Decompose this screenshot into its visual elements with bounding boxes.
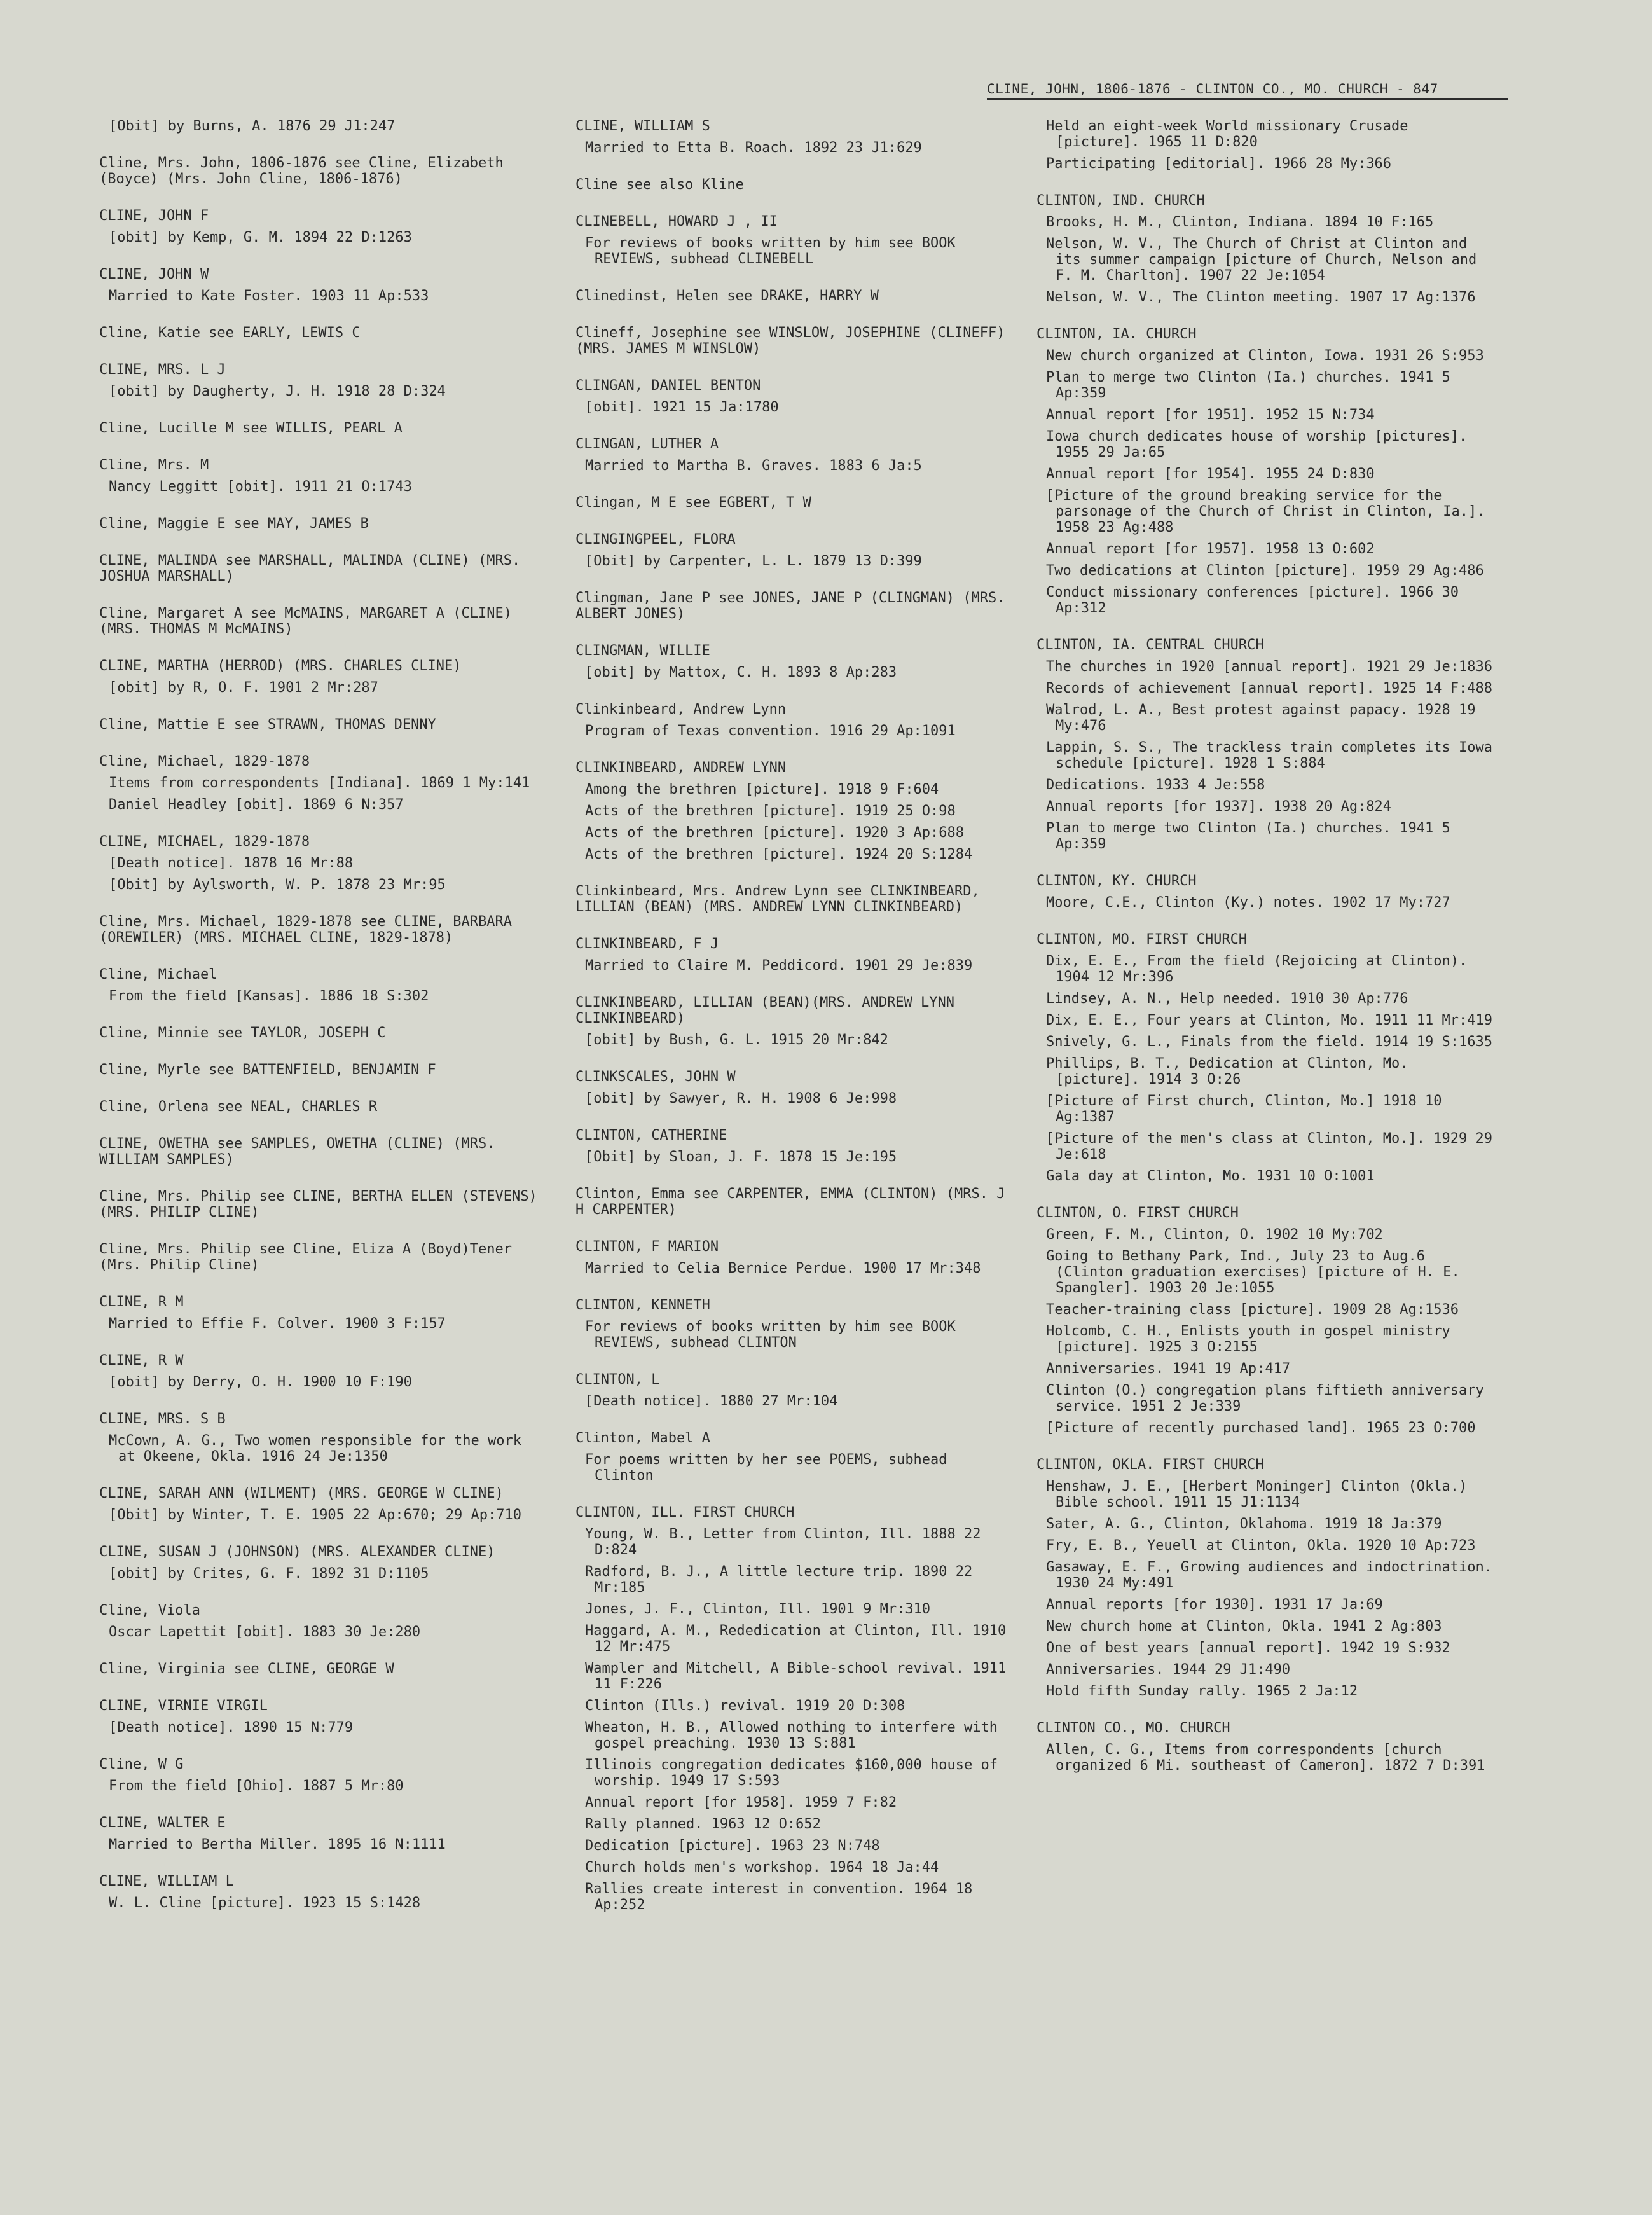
index-entry: [575, 995, 1008, 1048]
entry-heading: Clingan, M E see EGBERT, T W: [575, 495, 811, 511]
entry-heading: CLINKINBEARD, ANDREW LYNN: [575, 760, 787, 776]
entry-heading: CLINE, R M: [99, 1294, 184, 1310]
entry-citation: [Picture of First church, Clinton, Mo.] 1918 10 Ag:1387: [1046, 1093, 1450, 1125]
index-entry: [99, 1544, 538, 1582]
entry-heading: CLINTON, IA. CENTRAL CHURCH: [1036, 637, 1264, 653]
entry-heading: Clineff, Josephine see WINSLOW, JOSEPHINE (CLINEFF) (MRS. JAMES M WINSLOW): [575, 325, 1014, 357]
entry-citation: Haggard, A. M., Rededication at Clinton, Ill. 1910 12 Mr:475: [585, 1623, 1015, 1655]
entry-citation: [Picture of the men's class at Clinton, Mo.]. 1929 29 Je:618: [1046, 1131, 1501, 1163]
index-entry: [99, 553, 538, 584]
entry-heading: CLINE, VIRNIE VIRGIL: [99, 1698, 268, 1714]
entry-citation: Iowa church dedicates house of worship [pictures]. 1955 29 Ja:65: [1046, 429, 1476, 460]
entry-citation: Two dedications at Clinton [picture]. 1959 29 Ag:486: [1046, 563, 1484, 579]
index-entry: [99, 1661, 538, 1677]
index-entry: [575, 532, 1008, 569]
entry-citation: Acts of the brethren [picture]. 1920 3 Ap:688: [585, 825, 965, 841]
entry-heading: CLINTON, ILL. FIRST CHURCH: [575, 1505, 795, 1521]
entry-heading: CLINE, JOHN W: [99, 266, 209, 282]
index-entry: [99, 325, 538, 341]
entry-citation: Snively, G. L., Finals from the field. 1914 19 S:1635: [1046, 1034, 1492, 1050]
entry-heading: CLINTON, O. FIRST CHURCH: [1036, 1205, 1239, 1221]
index-entry: [99, 967, 538, 1004]
entry-citation: Wampler and Mitchell, A Bible-school revival. 1911 11 F:226: [585, 1660, 1015, 1692]
entry-citation: For poems written by her see POEMS, subhead Clinton: [585, 1452, 956, 1484]
index-entry: [575, 590, 1014, 622]
entry-citation: Annual report [for 1954]. 1955 24 D:830: [1046, 466, 1375, 482]
entry-citation: From the field [Kansas]. 1886 18 S:302: [109, 988, 429, 1004]
entry-heading: CLINKSCALES, JOHN W: [575, 1069, 736, 1085]
entry-heading: Cline, Myrle see BATTENFIELD, BENJAMIN F: [99, 1062, 436, 1078]
entry-citation: Dedications. 1933 4 Je:558: [1046, 777, 1265, 793]
entry-heading: CLINE, MICHAEL, 1829-1878: [99, 834, 310, 850]
entry-heading: Cline, Mrs. Michael, 1829-1878 see CLINE, BARBARA (OREWILER) (MRS. MICHAEL CLINE, 1829-1878): [99, 914, 521, 946]
entry-heading: CLINTON, OKLA. FIRST CHURCH: [1036, 1457, 1264, 1473]
entry-heading: Clinkinbeard, Mrs. Andrew Lynn see CLINKINBEARD, LILLIAN (BEAN) (MRS. ANDREW LYNN CLINKINBEARD): [575, 883, 989, 915]
entry-citation: Fry, E. B., Yeuell at Clinton, Okla. 1920 10 Ap:723: [1046, 1538, 1476, 1554]
entry-heading: CLINGMAN, WILLIE: [575, 643, 710, 659]
entry-heading: Clinton, Mabel A: [575, 1430, 710, 1446]
entry-citation: [Death notice]. 1878 16 Mr:88: [109, 855, 354, 871]
entry-heading: CLINE, WILLIAM L: [99, 1873, 234, 1889]
entry-heading: Cline, Mrs. Philip see Cline, Eliza A (Boyd)Tener (Mrs. Philip Cline): [99, 1241, 521, 1273]
index-entry: [1036, 932, 1501, 1184]
entry-citation: Daniel Headley [obit]. 1869 6 N:357: [109, 797, 404, 813]
entry-heading: CLINTON, KENNETH: [575, 1297, 710, 1313]
entry-citation: Married to Etta B. Roach. 1892 23 J1:629: [585, 140, 922, 156]
entry-citation: Church holds men's workshop. 1964 18 Ja:44: [585, 1860, 939, 1875]
index-entry: [1036, 873, 1501, 911]
index-entry: [99, 457, 538, 495]
entry-heading: CLINTON, L: [575, 1372, 660, 1388]
entry-citation: Participating [editorial]. 1966 28 My:366: [1046, 156, 1392, 172]
running-header: CLINE, JOHN, 1806-1876 - CLINTON CO., MO. CHURCH - 847: [987, 81, 1508, 100]
index-entry: [575, 177, 1008, 193]
index-entry: [99, 1099, 538, 1115]
entry-heading: Cline, Katie see EARLY, LEWIS C: [99, 325, 361, 341]
entry-heading: Clinkinbeard, Andrew Lynn: [575, 701, 787, 717]
index-entry: [99, 1698, 538, 1735]
entry-citation: Rallies create interest in convention. 1964 18 Ap:252: [585, 1881, 981, 1913]
entry-citation: Annual report [for 1957]. 1958 13 O:602: [1046, 541, 1375, 557]
entry-citation: Jones, J. F., Clinton, Ill. 1901 9 Mr:310: [585, 1601, 931, 1617]
entry-heading: CLINTON CO., MO. CHURCH: [1036, 1720, 1230, 1736]
entry-heading: CLINE, WALTER E: [99, 1815, 226, 1831]
index-entry: [99, 605, 538, 637]
entry-heading: CLINE, MARTHA (HERROD) (MRS. CHARLES CLINE): [99, 658, 462, 674]
entry-citation: Nelson, W. V., The Clinton meeting. 1907 17 Ag:1376: [1046, 289, 1476, 305]
index-entry: [1036, 193, 1501, 305]
entry-citation: Gasaway, E. F., Growing audiences and indoctrination. 1930 24 My:491: [1046, 1559, 1501, 1591]
entry-heading: CLINTON, F MARION: [575, 1239, 719, 1255]
entry-citation: Lindsey, A. N., Help needed. 1910 30 Ap:776: [1046, 991, 1408, 1007]
index-entry: [99, 717, 538, 733]
entry-citation: W. L. Cline [picture]. 1923 15 S:1428: [109, 1895, 421, 1911]
entry-citation: Plan to merge two Clinton (Ia.) churches. 1941 5 Ap:359: [1046, 369, 1459, 401]
entry-citation: [obit] by Derry, O. H. 1900 10 F:190: [109, 1374, 412, 1390]
entry-heading: Clinedinst, Helen see DRAKE, HARRY W: [575, 288, 879, 304]
index-entry: [1036, 326, 1501, 616]
entry-citation: Oscar Lapettit [obit]. 1883 30 Je:280: [109, 1624, 421, 1640]
index-entry: [99, 362, 538, 399]
index-entry: [575, 1186, 1014, 1218]
index-entry: [575, 883, 1008, 915]
entry-citation: [Death notice]. 1890 15 N:779: [109, 1720, 354, 1735]
entry-citation: Sater, A. G., Clinton, Oklahoma. 1919 18 Ja:379: [1046, 1516, 1442, 1532]
entry-citation: [Obit] by Winter, T. E. 1905 22 Ap:670; 29 Ap:710: [109, 1507, 522, 1523]
entry-citation: Rally planned. 1963 12 O:652: [585, 1816, 821, 1832]
entry-heading: CLINGINGPEEL, FLORA: [575, 532, 736, 548]
entry-heading: CLINKINBEARD, F J: [575, 936, 719, 952]
entry-citation: Phillips, B. T., Dedication at Clinton, Mo. [picture]. 1914 3 O:26: [1046, 1056, 1417, 1087]
entry-citation: Dedication [picture]. 1963 23 N:748: [585, 1838, 880, 1854]
column-2: [575, 118, 1015, 1934]
index-entry: [99, 155, 538, 187]
entry-citation: Teacher-training class [picture]. 1909 28 Ag:1536: [1046, 1302, 1459, 1318]
entry-heading: CLINE, SUSAN J (JOHNSON) (MRS. ALEXANDER CLINE): [99, 1544, 495, 1560]
entry-heading: Cline, Maggie E see MAY, JAMES B: [99, 516, 369, 532]
index-entry: [1036, 118, 1501, 172]
entry-heading: Cline, Margaret A see McMAINS, MARGARET A (CLINE) (MRS. THOMAS M McMAINS): [99, 605, 521, 637]
index-entry: [99, 1294, 538, 1332]
entry-heading: Cline, Mrs. John, 1806-1876 see Cline, Elizabeth (Boyce) (Mrs. John Cline, 1806-1876): [99, 155, 513, 187]
entry-citation: [obit] by R, O. F. 1901 2 Mr:287: [109, 680, 378, 696]
index-entry: [575, 1372, 1008, 1409]
entry-citation: Anniversaries. 1944 29 J1:490: [1046, 1662, 1291, 1678]
index-entry: [99, 914, 538, 946]
entry-heading: Clinton, Emma see CARPENTER, EMMA (CLINTON) (MRS. J H CARPENTER): [575, 1186, 1014, 1218]
entry-citation: Dix, E. E., From the field (Rejoicing at Clinton). 1904 12 Mr:396: [1046, 953, 1476, 985]
index-entry: [99, 208, 538, 245]
entry-citation: Program of Texas convention. 1916 29 Ap:1091: [585, 723, 956, 739]
index-entry: [99, 1815, 538, 1853]
entry-citation: Radford, B. J., A little lecture trip. 1890 22 Mr:185: [585, 1564, 981, 1596]
entry-citation: Clinton (Ills.) revival. 1919 20 D:308: [585, 1698, 905, 1714]
entry-heading: Cline see also Kline: [575, 177, 744, 193]
entry-citation: Dix, E. E., Four years at Clinton, Mo. 1911 11 Mr:419: [1046, 1012, 1492, 1028]
entry-citation: The churches in 1920 [annual report]. 1921 29 Je:1836: [1046, 659, 1492, 675]
index-entry: [575, 325, 1014, 357]
index-entry: [575, 1430, 1008, 1484]
entry-citation: Lappin, S. S., The trackless train completes its Iowa schedule [picture]. 1928 1 S:884: [1046, 740, 1501, 771]
index-entry: [99, 266, 538, 304]
entry-citation: Nancy Leggitt [obit]. 1911 21 O:1743: [109, 479, 412, 495]
entry-citation: For reviews of books written by him see BOOK REVIEWS, subhead CLINTON: [585, 1319, 965, 1351]
index-entry: [99, 1241, 538, 1273]
entry-citation: Brooks, H. M., Clinton, Indiana. 1894 10 F:165: [1046, 214, 1434, 230]
index-entry: [575, 1505, 1015, 1913]
index-entry: [575, 701, 1008, 739]
index-entry: [575, 1069, 1008, 1107]
entry-heading: CLINGAN, LUTHER A: [575, 436, 719, 452]
entry-citation: Henshaw, J. E., [Herbert Moninger] Clinton (Okla.) Bible school. 1911 15 J1:1134: [1046, 1479, 1476, 1510]
entry-citation: Married to Bertha Miller. 1895 16 N:1111: [109, 1837, 446, 1853]
entry-heading: Cline, Mattie E see STRAWN, THOMAS DENNY: [99, 717, 436, 733]
index-entry: [575, 1239, 1008, 1276]
entry-citation: Married to Kate Foster. 1903 11 Ap:533: [109, 288, 429, 304]
index-entry: [575, 495, 1008, 511]
index-entry: [575, 936, 1008, 974]
entry-citation: McCown, A. G., Two women responsible for the work at Okeene, Okla. 1916 24 Je:1350: [109, 1433, 530, 1465]
column-3: [1036, 118, 1501, 1795]
entry-heading: Cline, Mrs. M: [99, 457, 209, 473]
column-1: [99, 118, 546, 1932]
entry-heading: CLINTON, KY. CHURCH: [1036, 873, 1197, 889]
index-entry: [1036, 1457, 1501, 1699]
index-entry: [1036, 1720, 1501, 1774]
index-entry: [575, 1297, 1008, 1351]
index-entry: [99, 1603, 538, 1640]
entry-heading: Cline, Viola: [99, 1603, 200, 1618]
entry-citation: Gala day at Clinton, Mo. 1931 10 O:1001: [1046, 1168, 1375, 1184]
entry-citation: [obit] by Bush, G. L. 1915 20 Mr:842: [585, 1032, 888, 1048]
entry-citation: Annual reports [for 1937]. 1938 20 Ag:824: [1046, 799, 1392, 815]
index-entry: [99, 1873, 538, 1911]
index-entry: [575, 760, 1008, 862]
entry-heading: Cline, Virginia see CLINE, GEORGE W: [99, 1661, 394, 1677]
entry-citation: [Picture of recently purchased land]. 1965 23 O:700: [1046, 1420, 1476, 1436]
entry-heading: Cline, Minnie see TAYLOR, JOSEPH C: [99, 1025, 386, 1041]
entry-heading: CLINGAN, DANIEL BENTON: [575, 378, 761, 394]
entry-citation: Married to Martha B. Graves. 1883 6 Ja:5: [585, 458, 922, 474]
index-entry: [99, 834, 538, 893]
entry-citation: Acts of the brethren [picture]. 1919 25 O:98: [585, 803, 956, 819]
index-entry: [575, 288, 1008, 304]
index-entry: [99, 1756, 538, 1794]
entry-citation: Married to Celia Bernice Perdue. 1900 17 Mr:348: [585, 1260, 981, 1276]
entry-citation: [obit] by Sawyer, R. H. 1908 6 Je:998: [585, 1091, 897, 1107]
index-entry: [575, 436, 1008, 474]
entry-citation: Annual reports [for 1930]. 1931 17 Ja:69: [1046, 1597, 1383, 1613]
index-entry: [575, 1128, 1008, 1165]
entry-citation: From the field [Ohio]. 1887 5 Mr:80: [109, 1778, 404, 1794]
entry-citation: Anniversaries. 1941 19 Ap:417: [1046, 1361, 1291, 1377]
entry-heading: Cline, Orlena see NEAL, CHARLES R: [99, 1099, 378, 1115]
entry-citation: Young, W. B., Letter from Clinton, Ill. 1888 22 D:824: [585, 1526, 989, 1558]
entry-heading: Cline, Lucille M see WILLIS, PEARL A: [99, 420, 403, 436]
entry-citation: Nelson, W. V., The Church of Christ at Clinton and its summer campaign [picture of Church, Nelson and F. M. Charlton]. 1907 22 Je:1054: [1046, 236, 1485, 284]
entry-citation: Acts of the brethren [picture]. 1924 20 S:1284: [585, 846, 973, 862]
entry-citation: [Picture of the ground breaking service for the parsonage of the Church of Christ in Clinton, Ia.]. 1958 23 Ag:488: [1046, 488, 1494, 535]
entry-heading: CLINE, WILLIAM S: [575, 118, 710, 134]
index-entry: [99, 1486, 538, 1523]
entry-heading: CLINTON, IA. CHURCH: [1036, 326, 1197, 342]
entry-citation: Moore, C.E., Clinton (Ky.) notes. 1902 17 My:727: [1046, 895, 1450, 911]
entry-citation: Walrod, L. A., Best protest against papacy. 1928 19 My:476: [1046, 702, 1484, 734]
index-entry: [575, 378, 1008, 415]
index-entry: [99, 1062, 538, 1078]
entry-citation: Married to Effie F. Colver. 1900 3 F:157: [109, 1316, 446, 1332]
entry-citation: For reviews of books written by him see BOOK REVIEWS, subhead CLINEBELL: [585, 235, 965, 267]
entry-citation: Plan to merge two Clinton (Ia.) churches. 1941 5 Ap:359: [1046, 820, 1459, 852]
entry-citation: New church home at Clinton, Okla. 1941 2 Ag:803: [1046, 1618, 1442, 1634]
entry-citation: Going to Bethany Park, Ind., July 23 to Aug.6 (Clinton graduation exercises) [picture of H. E. Spangler]. 1903 20 Je:1055: [1046, 1248, 1469, 1296]
entry-heading: Cline, Michael, 1829-1878: [99, 754, 310, 769]
entry-heading: Cline, Michael: [99, 967, 217, 983]
entry-heading: CLINKINBEARD, LILLIAN (BEAN)(MRS. ANDREW LYNN CLINKINBEARD): [575, 995, 963, 1026]
entry-citation: [obit] by Kemp, G. M. 1894 22 D:1263: [109, 230, 412, 245]
entry-heading: CLINE, JOHN F: [99, 208, 209, 224]
entry-heading: CLINTON, CATHERINE: [575, 1128, 727, 1143]
index-entry: [99, 118, 538, 134]
entry-citation: [Obit] by Carpenter, L. L. 1879 13 D:399: [585, 553, 922, 569]
entry-heading: CLINE, SARAH ANN (WILMENT) (MRS. GEORGE W CLINE): [99, 1486, 504, 1501]
entry-citation: Married to Claire M. Peddicord. 1901 29 Je:839: [585, 958, 973, 974]
entry-heading: CLINTON, IND. CHURCH: [1036, 193, 1205, 209]
index-entry: [575, 643, 1008, 680]
entry-citation: [Obit] by Aylsworth, W. P. 1878 23 Mr:95: [109, 877, 446, 893]
index-entry: [99, 658, 538, 696]
entry-citation: Annual report [for 1958]. 1959 7 F:82: [585, 1795, 897, 1811]
index-entry: [99, 1353, 538, 1390]
index-entry: [575, 118, 1008, 156]
index-entry: [99, 1136, 538, 1168]
entry-heading: CLINE, R W: [99, 1353, 184, 1369]
index-entry: [99, 1411, 538, 1465]
entry-citation: Clinton (O.) congregation plans fiftieth anniversary service. 1951 2 Je:339: [1046, 1383, 1492, 1414]
index-entry: [1036, 1205, 1501, 1436]
entry-citation: [obit]. 1921 15 Ja:1780: [585, 399, 779, 415]
entry-citation: [obit] by Crites, G. F. 1892 31 D:1105: [109, 1566, 429, 1582]
entry-citation: Hold fifth Sunday rally. 1965 2 Ja:12: [1046, 1683, 1358, 1699]
entry-citation: Among the brethren [picture]. 1918 9 F:604: [585, 782, 939, 797]
entry-citation: [Death notice]. 1880 27 Mr:104: [585, 1393, 838, 1409]
entry-heading: CLINEBELL, HOWARD J , II: [575, 214, 778, 230]
index-entry: [1036, 637, 1501, 852]
entry-citation: Holcomb, C. H., Enlists youth in gospel ministry [picture]. 1925 3 O:2155: [1046, 1323, 1459, 1355]
entry-heading: Cline, W G: [99, 1756, 184, 1772]
index-entry: [99, 516, 538, 532]
entry-citation: [Obit] by Burns, A. 1876 29 J1:247: [109, 118, 396, 134]
entry-heading: CLINE, MALINDA see MARSHALL, MALINDA (CLINE) (MRS. JOSHUA MARSHALL): [99, 553, 529, 584]
entry-citation: [obit] by Daugherty, J. H. 1918 28 D:324: [109, 383, 446, 399]
entry-citation: Conduct missionary conferences [picture]. 1966 30 Ap:312: [1046, 584, 1468, 616]
entry-citation: Wheaton, H. B., Allowed nothing to interfere with gospel preaching. 1930 13 S:881: [585, 1720, 1007, 1751]
entry-citation: [obit] by Mattox, C. H. 1893 8 Ap:283: [585, 665, 897, 680]
entry-citation: Records of achievement [annual report]. 1925 14 F:488: [1046, 680, 1492, 696]
entry-citation: Illinois congregation dedicates $160,000 house of worship. 1949 17 S:593: [585, 1757, 1007, 1789]
entry-heading: CLINE, MRS. L J: [99, 362, 226, 378]
entry-heading: Clingman, Jane P see JONES, JANE P (CLINGMAN) (MRS. ALBERT JONES): [575, 590, 1014, 622]
entry-heading: Cline, Mrs. Philip see CLINE, BERTHA ELLEN (STEVENS) (MRS. PHILIP CLINE): [99, 1189, 546, 1220]
index-entry: [99, 1025, 538, 1041]
entry-citation: [Obit] by Sloan, J. F. 1878 15 Je:195: [585, 1149, 897, 1165]
entry-citation: Held an eight-week World missionary Crusade [picture]. 1965 11 D:820: [1046, 118, 1417, 150]
entry-citation: Items from correspondents [Indiana]. 1869 1 My:141: [109, 775, 530, 791]
index-entry: [99, 420, 538, 436]
index-entry: [99, 1189, 546, 1220]
index-entry: [99, 754, 538, 813]
index-entry: [575, 214, 1008, 267]
entry-heading: CLINE, OWETHA see SAMPLES, OWETHA (CLINE) (MRS. WILLIAM SAMPLES): [99, 1136, 504, 1168]
entry-citation: Allen, C. G., Items from correspondents [church organized 6 Mi. southeast of Cameron]. 1872 7 D:391: [1046, 1742, 1485, 1774]
entry-citation: One of best years [annual report]. 1942 19 S:932: [1046, 1640, 1450, 1656]
entry-citation: Annual report [for 1951]. 1952 15 N:734: [1046, 407, 1375, 423]
entry-heading: CLINTON, MO. FIRST CHURCH: [1036, 932, 1248, 948]
entry-heading: CLINE, MRS. S B: [99, 1411, 226, 1427]
entry-citation: Green, F. M., Clinton, O. 1902 10 My:702: [1046, 1227, 1383, 1243]
entry-citation: New church organized at Clinton, Iowa. 1931 26 S:953: [1046, 348, 1484, 364]
